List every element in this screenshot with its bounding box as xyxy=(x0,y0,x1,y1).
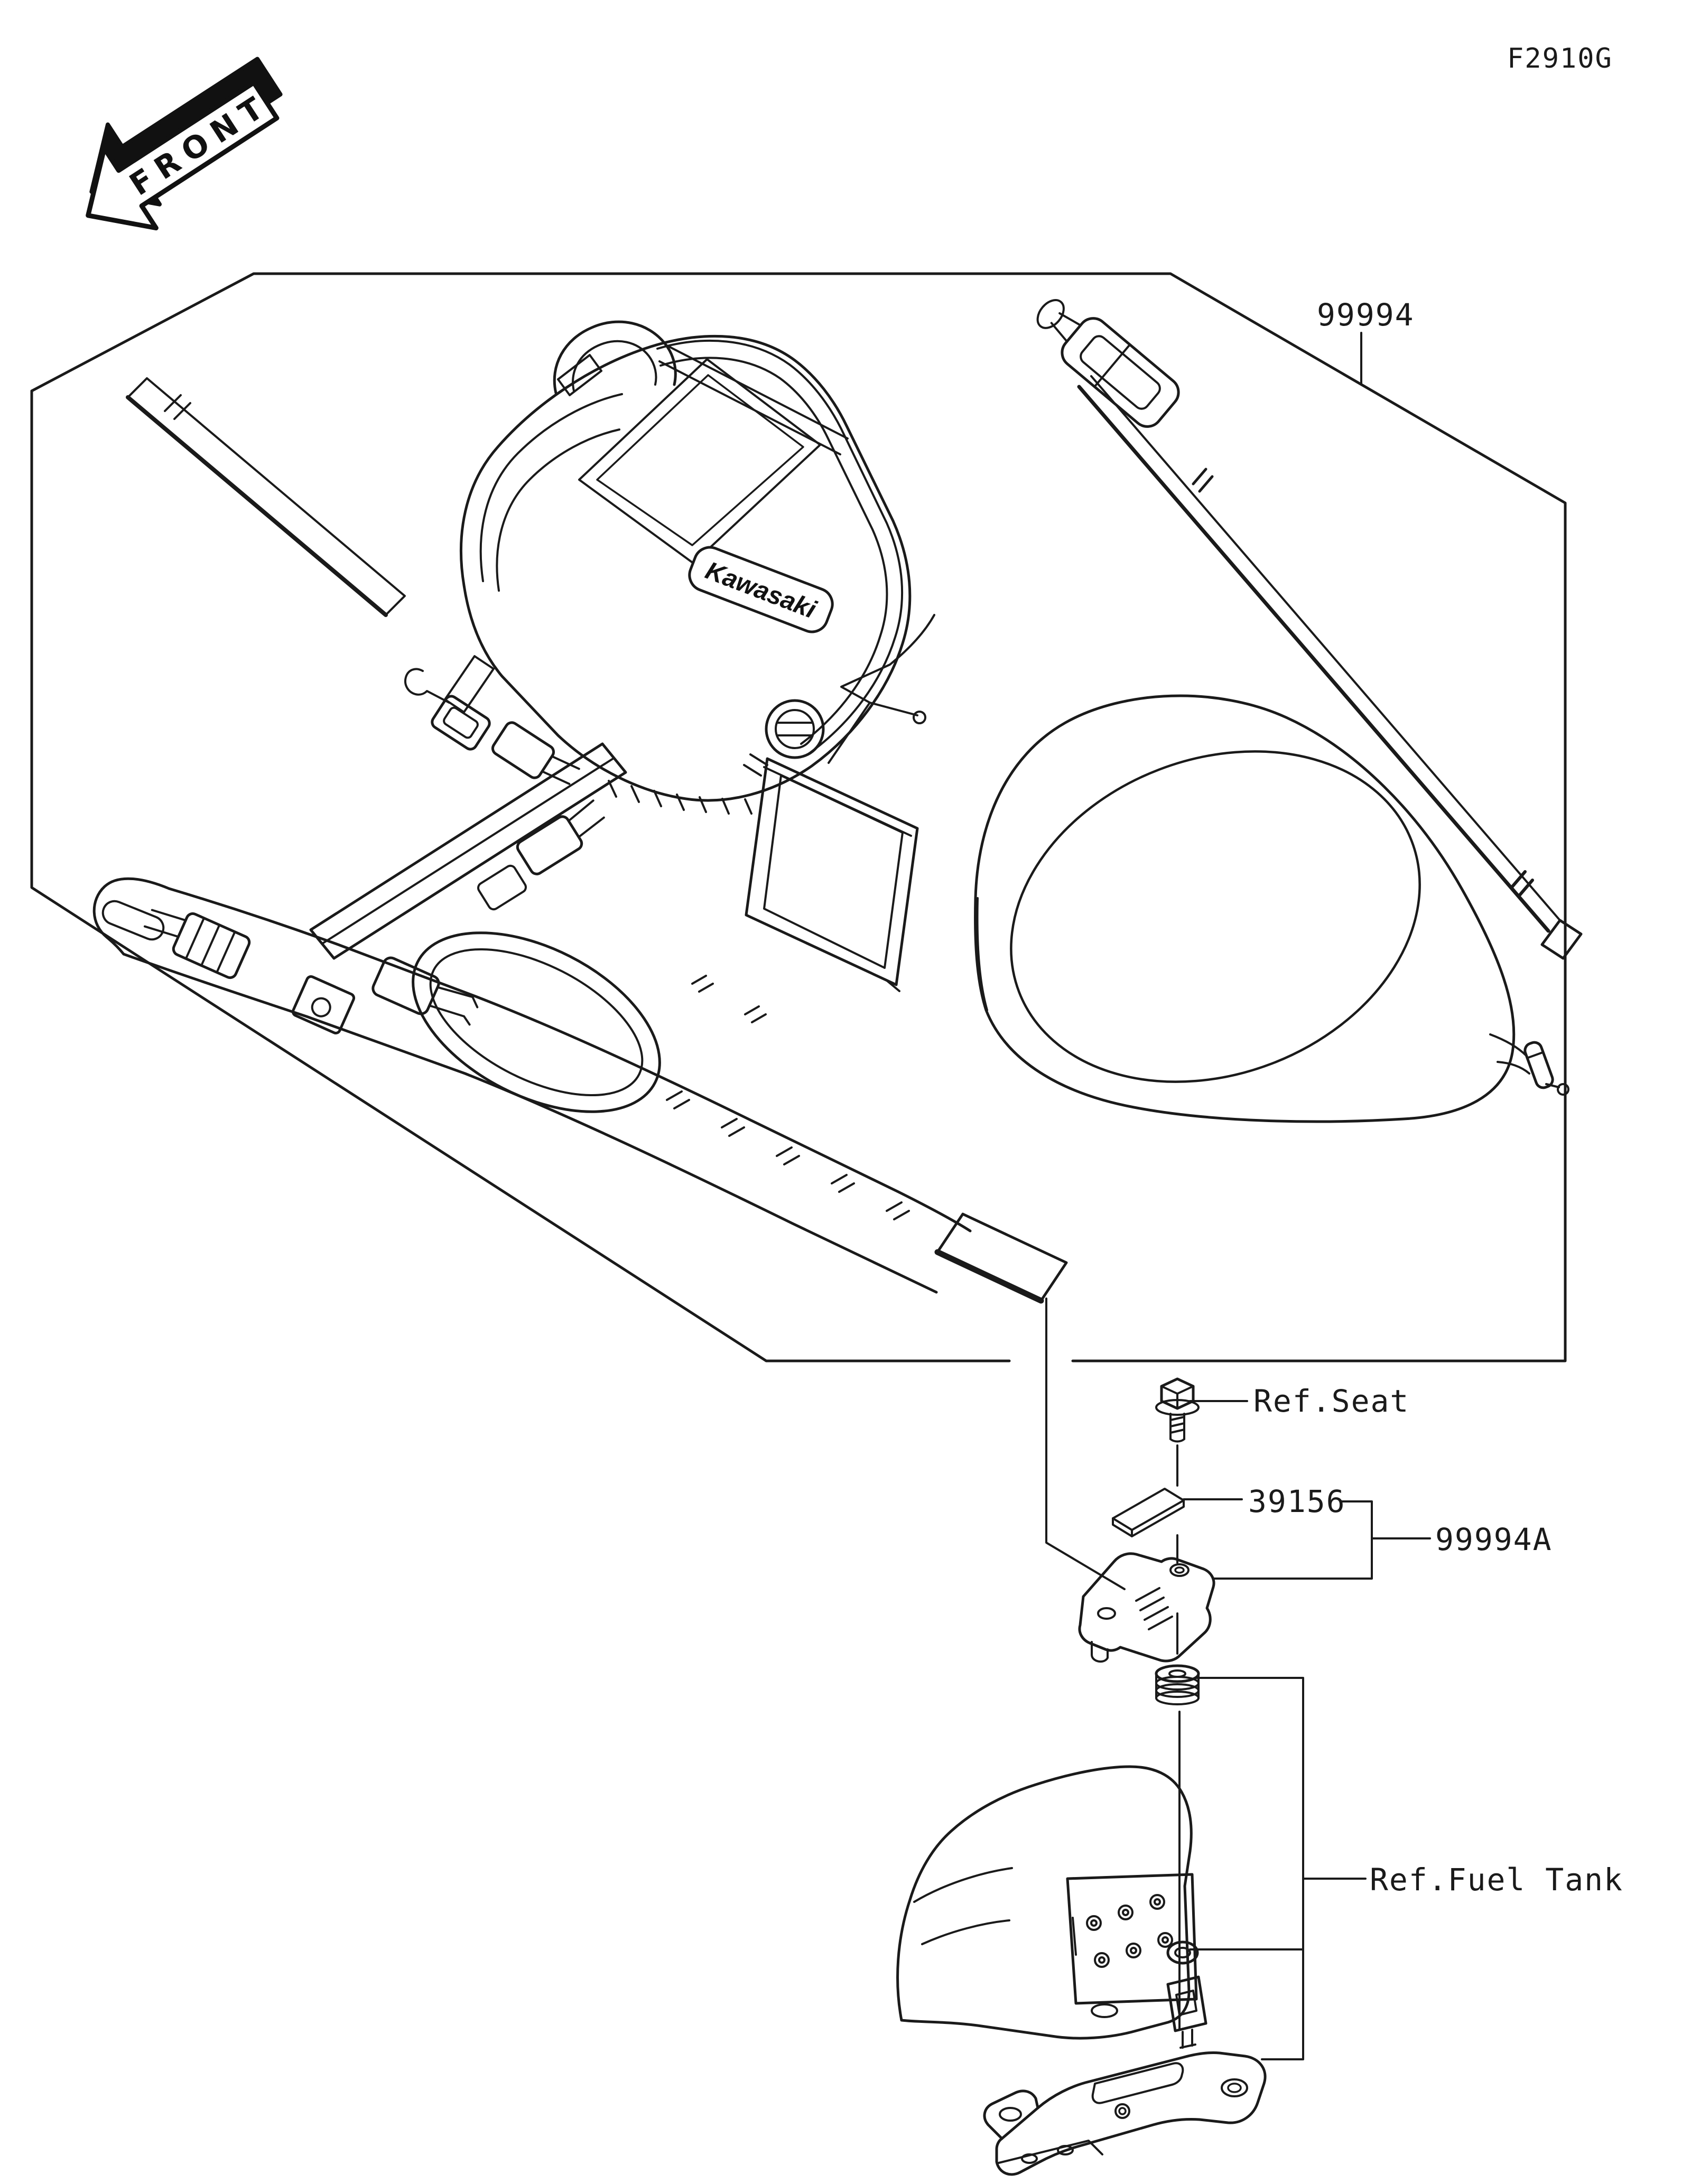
ref-fuel-tank-label: Ref.Fuel Tank xyxy=(1370,1862,1623,1898)
drawcord-toggle xyxy=(1490,1034,1568,1095)
strap-pad xyxy=(128,378,405,615)
kit-boundary xyxy=(32,274,1565,1361)
sheet-code: F2910G xyxy=(1507,43,1613,74)
callout-39156-label: 39156 xyxy=(1248,1483,1346,1519)
ref-seat-label: Ref.Seat xyxy=(1253,1383,1410,1419)
strap-buckle xyxy=(1025,286,1184,433)
front-arrow-icon xyxy=(52,37,304,256)
fuel-tank xyxy=(898,1767,1197,2038)
map-pocket xyxy=(744,754,917,991)
damper-grommet xyxy=(1156,1666,1198,1704)
kawasaki-logo xyxy=(685,543,837,636)
callout-99994-label: 99994 xyxy=(1317,297,1415,333)
front-arrow-label: FRONT xyxy=(123,86,277,203)
callout-99994a-label: 99994A xyxy=(1435,1522,1553,1557)
filler-emblem xyxy=(766,701,823,758)
seat-bracket xyxy=(1080,1554,1214,1662)
callout-99994 xyxy=(1317,297,1415,385)
mounting-strap xyxy=(1025,286,1581,958)
kawasaki-logo-text: Kawasaki xyxy=(701,556,820,624)
flange-bolt xyxy=(1156,1379,1198,1442)
tank-bracket xyxy=(984,1977,1265,2174)
rain-cover xyxy=(963,694,1568,1139)
pad-39156 xyxy=(1113,1489,1184,1536)
tank-bag xyxy=(405,322,934,991)
